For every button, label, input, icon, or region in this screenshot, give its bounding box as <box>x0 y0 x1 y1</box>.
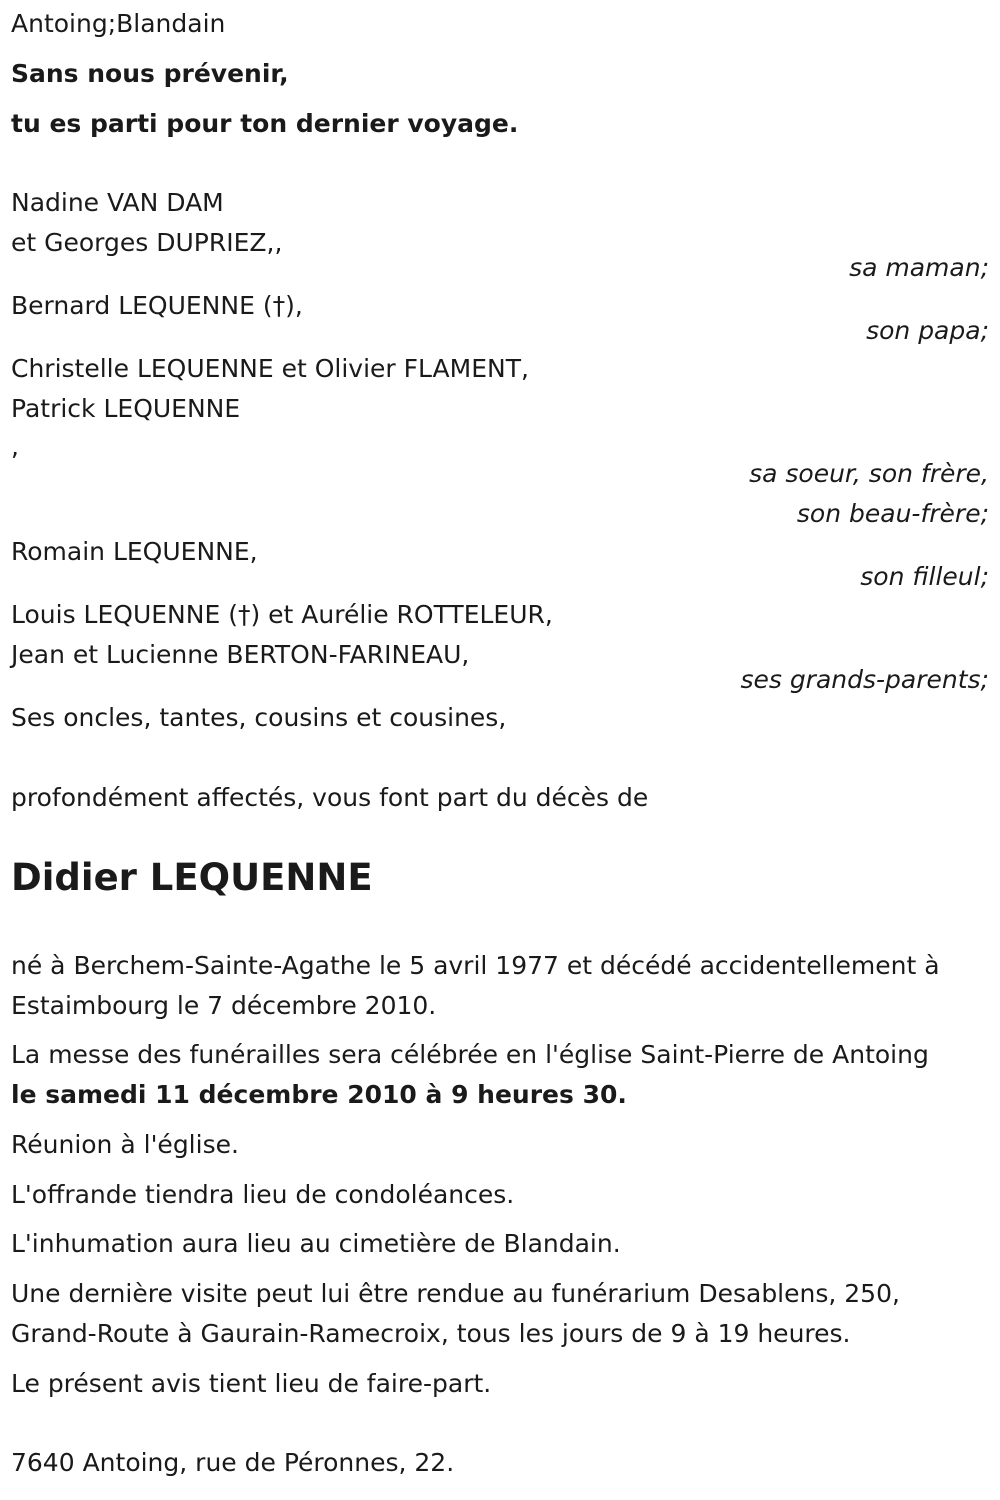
location-header: Antoing;Blandain <box>11 9 226 38</box>
father-relation: son papa; <box>866 316 989 345</box>
burial-info: L'inhumation aura lieu au cimetière de Blandain. <box>11 1229 621 1258</box>
siblings-comma: , <box>11 432 19 461</box>
sister-name: Christelle LEQUENNE et Olivier FLAMENT, <box>11 354 529 383</box>
deceased-name: Didier LEQUENNE <box>11 856 373 899</box>
offering-info: L'offrande tiendra lieu de condoléances. <box>11 1180 515 1209</box>
father-name: Bernard LEQUENNE (†), <box>11 291 303 320</box>
mass-line-1: La messe des funérailles sera célébrée en l'église Saint-Pierre de Antoing <box>11 1040 929 1069</box>
siblings-relation-1: sa soeur, son frère, <box>749 459 989 488</box>
grandparents-line-1: Louis LEQUENNE (†) et Aurélie ROTTELEUR, <box>11 600 553 629</box>
godson-name: Romain LEQUENNE, <box>11 537 258 566</box>
birth-death-line-2: Estaimbourg le 7 décembre 2010. <box>11 991 437 1020</box>
mother-partner-name: et Georges DUPRIEZ,, <box>11 228 283 257</box>
grandparents-relation: ses grands-parents; <box>740 665 989 694</box>
mother-name: Nadine VAN DAM <box>11 188 224 217</box>
siblings-relation-2: son beau-frère; <box>796 499 989 528</box>
mass-date-time: le samedi 11 décembre 2010 à 9 heures 30. <box>11 1080 627 1109</box>
family-address: 7640 Antoing, rue de Péronnes, 22. <box>11 1448 455 1477</box>
verse-line-1: Sans nous prévenir, <box>11 59 289 88</box>
extended-family: Ses oncles, tantes, cousins et cousines, <box>11 703 507 732</box>
mother-relation: sa maman; <box>849 253 989 282</box>
brother-name: Patrick LEQUENNE <box>11 394 241 423</box>
notice-text: Le présent avis tient lieu de faire-part. <box>11 1369 492 1398</box>
verse-line-2: tu es parti pour ton dernier voyage. <box>11 109 519 138</box>
announcement-text: profondément affectés, vous font part du décès de <box>11 783 649 812</box>
visit-line-1: Une dernière visite peut lui être rendue au funérarium Desablens, 250, <box>11 1279 900 1308</box>
meeting-info: Réunion à l'église. <box>11 1130 239 1159</box>
grandparents-line-2: Jean et Lucienne BERTON-FARINEAU, <box>11 640 470 669</box>
godson-relation: son filleul; <box>860 562 989 591</box>
birth-death-line-1: né à Berchem-Sainte-Agathe le 5 avril 1977 et décédé accidentellement à <box>11 951 940 980</box>
visit-line-2: Grand-Route à Gaurain-Ramecroix, tous les jours de 9 à 19 heures. <box>11 1319 851 1348</box>
